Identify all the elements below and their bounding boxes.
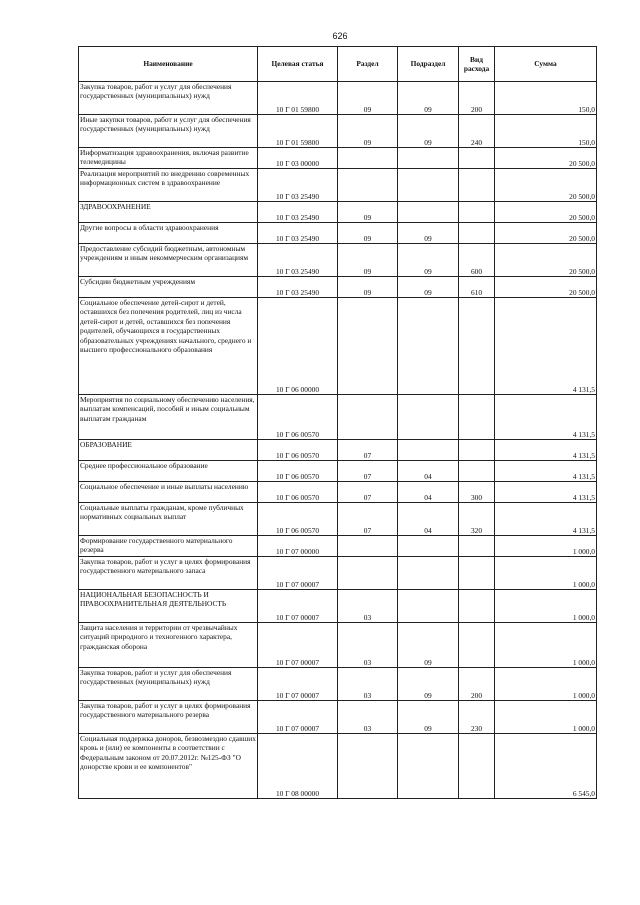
cell-name: Другие вопросы в области здравоохранения <box>79 223 258 244</box>
cell-subsection: 09 <box>398 115 459 148</box>
cell-sum: 20 500,0 <box>495 202 597 223</box>
table-row <box>79 277 597 298</box>
table-row <box>79 557 597 590</box>
cell-target: 10 Г 07 00007 <box>258 557 338 590</box>
cell-target: 10 Г 03 25490 <box>258 223 338 244</box>
cell-target: 10 Г 06 00570 <box>258 503 338 536</box>
table-row <box>79 503 597 536</box>
table-row <box>79 298 597 395</box>
cell-expense-type <box>459 590 495 623</box>
table-body <box>79 82 597 799</box>
cell-section <box>338 557 398 590</box>
cell-name: Среднее профессиональное образование <box>79 461 258 482</box>
cell-target: 10 Г 07 00007 <box>258 590 338 623</box>
cell-section <box>338 169 398 202</box>
cell-section: 03 <box>338 590 398 623</box>
cell-section: 07 <box>338 503 398 536</box>
cell-section: 09 <box>338 277 398 298</box>
table-row <box>79 440 597 461</box>
column-header-section: Раздел <box>338 47 398 82</box>
cell-sum: 4 131,5 <box>495 503 597 536</box>
cell-target: 10 Г 07 00007 <box>258 668 338 701</box>
cell-target: 10 Г 06 00570 <box>258 440 338 461</box>
cell-name: Защита населения и территории от чрезвычайных ситуаций природного и техногенного характера, гражданская оборона <box>79 623 258 668</box>
cell-sum: 150,0 <box>495 115 597 148</box>
cell-target: 10 Г 07 00000 <box>258 536 338 557</box>
cell-target: 10 Г 08 00000 <box>258 734 338 799</box>
cell-sum: 4 131,5 <box>495 482 597 503</box>
column-header-sum: Сумма <box>495 47 597 82</box>
cell-subsection <box>398 734 459 799</box>
cell-sum: 20 500,0 <box>495 277 597 298</box>
cell-section <box>338 734 398 799</box>
cell-sum: 4 131,5 <box>495 440 597 461</box>
cell-name: Социальное обеспечение и иные выплаты населению <box>79 482 258 503</box>
cell-name: Закупка товаров, работ и услуг в целях формирования государственного материального резерва <box>79 701 258 734</box>
cell-expense-type <box>459 557 495 590</box>
table-row <box>79 115 597 148</box>
table-row <box>79 148 597 169</box>
cell-target: 10 Г 03 00000 <box>258 148 338 169</box>
cell-subsection: 09 <box>398 82 459 115</box>
cell-expense-type <box>459 223 495 244</box>
cell-expense-type <box>459 440 495 461</box>
cell-subsection <box>398 590 459 623</box>
cell-subsection <box>398 395 459 440</box>
cell-expense-type <box>459 395 495 440</box>
cell-subsection <box>398 536 459 557</box>
cell-section <box>338 395 398 440</box>
cell-name: НАЦИОНАЛЬНАЯ БЕЗОПАСНОСТЬ И ПРАВООХРАНИТЕЛЬНАЯ ДЕЯТЕЛЬНОСТЬ <box>79 590 258 623</box>
cell-expense-type <box>459 734 495 799</box>
cell-subsection: 09 <box>398 244 459 277</box>
cell-sum: 6 545,0 <box>495 734 597 799</box>
table-row <box>79 623 597 668</box>
cell-sum: 20 500,0 <box>495 223 597 244</box>
cell-target: 10 Г 01 59800 <box>258 115 338 148</box>
cell-sum: 20 500,0 <box>495 148 597 169</box>
column-header-expense-type: Вид расхода <box>459 47 495 82</box>
cell-section: 03 <box>338 701 398 734</box>
cell-sum: 4 131,5 <box>495 395 597 440</box>
cell-subsection: 04 <box>398 482 459 503</box>
cell-name: Социальное обеспечение детей-сирот и детей, оставшихся без попечения родителей, лиц из числа детей-сирот и детей, оставшихся без попечения родителей, обучающихся в государственных образовательных учреждениях начального, среднего и высшего профессионального образования <box>79 298 258 395</box>
cell-expense-type <box>459 461 495 482</box>
table-header-row <box>79 47 597 82</box>
cell-expense-type: 200 <box>459 82 495 115</box>
cell-expense-type <box>459 148 495 169</box>
cell-subsection: 04 <box>398 461 459 482</box>
cell-section: 09 <box>338 223 398 244</box>
table-row <box>79 244 597 277</box>
cell-section: 03 <box>338 623 398 668</box>
column-header-name: Наименование <box>79 47 258 82</box>
cell-subsection: 04 <box>398 503 459 536</box>
cell-target: 10 Г 06 00570 <box>258 461 338 482</box>
column-header-target: Целевая статья <box>258 47 338 82</box>
cell-subsection <box>398 202 459 223</box>
cell-name: Реализация мероприятий по внедрению современных информационных систем в здравоохранение <box>79 169 258 202</box>
cell-sum: 1 000,0 <box>495 557 597 590</box>
cell-target: 10 Г 03 25490 <box>258 169 338 202</box>
cell-name: Закупка товаров, работ и услуг для обеспечения государственных (муниципальных) нужд <box>79 82 258 115</box>
cell-sum: 20 500,0 <box>495 169 597 202</box>
table-row <box>79 169 597 202</box>
cell-sum: 1 000,0 <box>495 590 597 623</box>
cell-expense-type: 300 <box>459 482 495 503</box>
cell-name: Мероприятия по социальному обеспечению населения, выплатам компенсаций, пособий и иным социальным выплатам гражданам <box>79 395 258 440</box>
cell-name: Предоставление субсидий бюджетным, автономным учреждениям и иным некоммерческим организациям <box>79 244 258 277</box>
cell-subsection: 09 <box>398 668 459 701</box>
cell-target: 10 Г 03 25490 <box>258 202 338 223</box>
cell-name: Социальная поддержка доноров, безвозмездно сдавших кровь и (или) ее компоненты в соответствии с Федеральным законом от 20.07.2012г. №125-ФЗ "О донорстве крови и ее компонентов" <box>79 734 258 799</box>
table-row <box>79 536 597 557</box>
column-header-subsection: Подраздел <box>398 47 459 82</box>
cell-expense-type: 320 <box>459 503 495 536</box>
cell-expense-type: 230 <box>459 701 495 734</box>
cell-expense-type <box>459 536 495 557</box>
cell-subsection <box>398 148 459 169</box>
cell-name: Иные закупки товаров, работ и услуг для обеспечения государственных (муниципальных) нужд <box>79 115 258 148</box>
table-row <box>79 668 597 701</box>
table-row <box>79 482 597 503</box>
cell-target: 10 Г 07 00007 <box>258 623 338 668</box>
cell-section <box>338 536 398 557</box>
cell-section: 09 <box>338 82 398 115</box>
cell-subsection <box>398 298 459 395</box>
cell-section: 09 <box>338 115 398 148</box>
cell-name: Субсидии бюджетным учреждениям <box>79 277 258 298</box>
cell-subsection <box>398 440 459 461</box>
cell-sum: 4 131,5 <box>495 298 597 395</box>
cell-section: 07 <box>338 461 398 482</box>
cell-expense-type: 610 <box>459 277 495 298</box>
cell-sum: 150,0 <box>495 82 597 115</box>
table-row <box>79 223 597 244</box>
cell-name: Закупка товаров, работ и услуг для обеспечения государственных (муниципальных) нужд <box>79 668 258 701</box>
cell-target: 10 Г 06 00000 <box>258 298 338 395</box>
cell-name: Закупка товаров, работ и услуг в целях формирования государственного материального запаса <box>79 557 258 590</box>
table-row <box>79 202 597 223</box>
table-row <box>79 701 597 734</box>
cell-subsection: 09 <box>398 223 459 244</box>
cell-section: 07 <box>338 482 398 503</box>
cell-subsection: 09 <box>398 701 459 734</box>
cell-section: 03 <box>338 668 398 701</box>
cell-subsection: 09 <box>398 623 459 668</box>
cell-subsection: 09 <box>398 277 459 298</box>
budget-table <box>78 46 597 799</box>
table-row <box>79 590 597 623</box>
cell-subsection <box>398 169 459 202</box>
cell-name: Формирование государственного материального резерва <box>79 536 258 557</box>
cell-name: Информатизация здравоохранения, включая развитие телемедицины <box>79 148 258 169</box>
cell-expense-type <box>459 298 495 395</box>
table-row <box>79 461 597 482</box>
cell-name: ОБРАЗОВАНИЕ <box>79 440 258 461</box>
cell-target: 10 Г 01 59800 <box>258 82 338 115</box>
cell-expense-type: 200 <box>459 668 495 701</box>
cell-section: 09 <box>338 244 398 277</box>
cell-target: 10 Г 03 25490 <box>258 277 338 298</box>
cell-name: ЗДРАВООХРАНЕНИЕ <box>79 202 258 223</box>
cell-section: 09 <box>338 202 398 223</box>
cell-name: Социальные выплаты гражданам, кроме публичных нормативных социальных выплат <box>79 503 258 536</box>
cell-expense-type: 240 <box>459 115 495 148</box>
cell-expense-type <box>459 623 495 668</box>
cell-target: 10 Г 06 00570 <box>258 482 338 503</box>
cell-sum: 4 131,5 <box>495 461 597 482</box>
cell-sum: 1 000,0 <box>495 701 597 734</box>
cell-target: 10 Г 07 00007 <box>258 701 338 734</box>
page-number: 626 <box>332 31 348 41</box>
cell-sum: 1 000,0 <box>495 668 597 701</box>
cell-target: 10 Г 03 25490 <box>258 244 338 277</box>
cell-section <box>338 148 398 169</box>
cell-sum: 20 500,0 <box>495 244 597 277</box>
cell-subsection <box>398 557 459 590</box>
table-row <box>79 395 597 440</box>
cell-sum: 1 000,0 <box>495 536 597 557</box>
table-row <box>79 82 597 115</box>
cell-section: 07 <box>338 440 398 461</box>
cell-expense-type <box>459 169 495 202</box>
cell-expense-type: 600 <box>459 244 495 277</box>
cell-section <box>338 298 398 395</box>
cell-target: 10 Г 06 00570 <box>258 395 338 440</box>
cell-expense-type <box>459 202 495 223</box>
cell-sum: 1 000,0 <box>495 623 597 668</box>
table-row <box>79 734 597 799</box>
